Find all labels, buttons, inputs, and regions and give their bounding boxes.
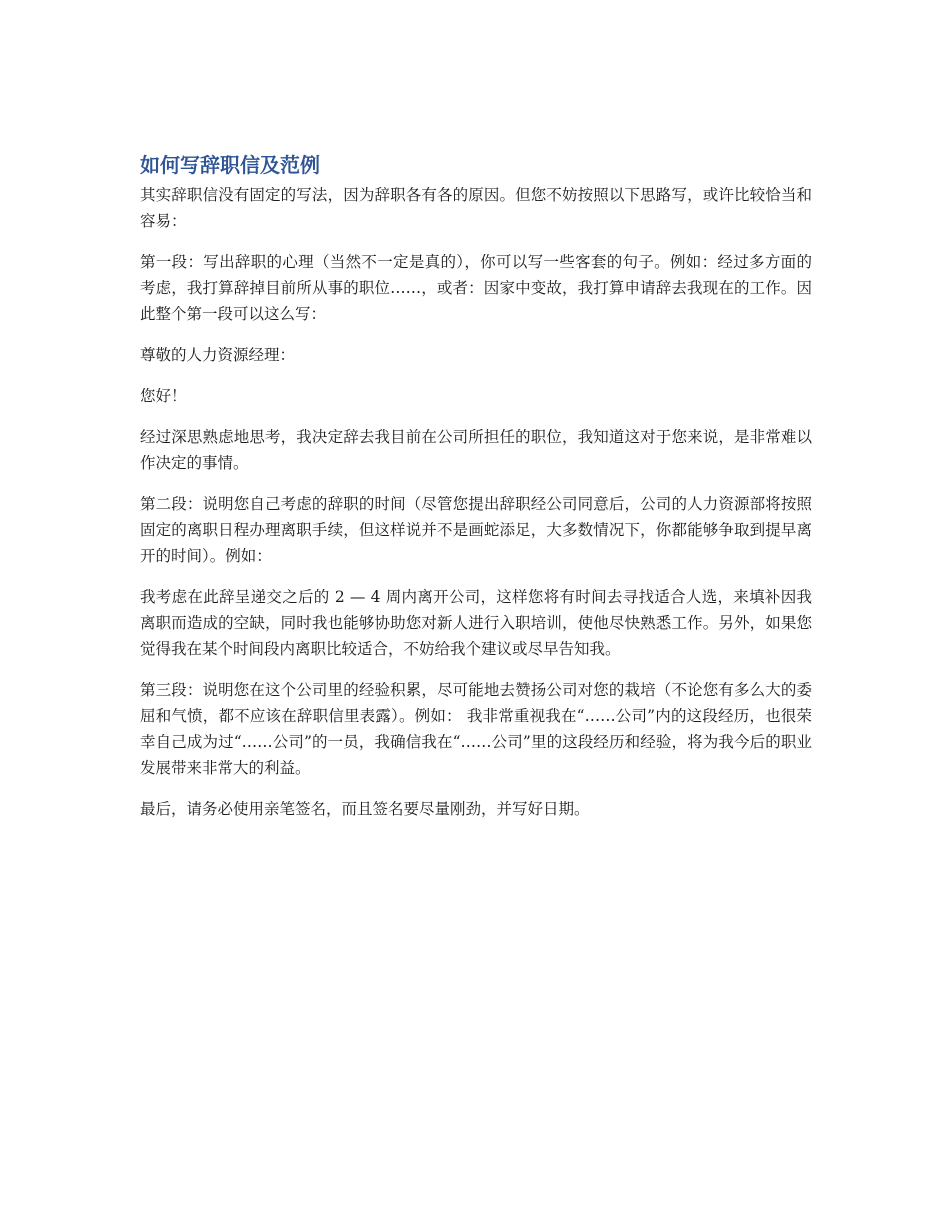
paragraph-example-two: 我考虑在此辞呈递交之后的 2 — 4 周内离开公司，这样您将有时间去寻找适合人选，来填补因我离职而造成的空缺，同时我也能够协助您对新人进行入职培训，使他尽快熟悉工作。另外，如果您觉得我在某个时间段内离职比较适合，不妨给我个建议或尽早告知我。 xyxy=(140,588,812,658)
paragraph-greeting: 您好！ xyxy=(140,387,187,405)
paragraph-closing: 最后，请务必使用亲笔签名，而且签名要尽量刚劲，并写好日期。 xyxy=(140,800,590,818)
paragraph-section-two: 第二段：说明您自己考虑的辞职的时间（尽管您提出辞职经公司同意后，公司的人力资源部将按照固定的离职日程办理离职手续，但这样说并不是画蛇添足，大多数情况下，你都能够争取到提早离开的时间）。例如： xyxy=(140,495,812,565)
paragraph-salutation: 尊敬的人力资源经理： xyxy=(140,346,296,364)
paragraph-intro: 其实辞职信没有固定的写法，因为辞职各有各的原因。但您不妨按照以下思路写，或许比较恰当和容易： xyxy=(140,186,812,230)
document-body xyxy=(140,150,812,837)
paragraph-example-one: 经过深思熟虑地思考，我决定辞去我目前在公司所担任的职位，我知道这对于您来说，是非常难以作决定的事情。 xyxy=(140,428,812,472)
paragraph-section-one: 第一段：写出辞职的心理（当然不一定是真的），你可以写一些客套的句子。例如：经过多方面的考虑，我打算辞掉目前所从事的职位……，或者：因家中变故，我打算申请辞去我现在的工作。因此整个第一段可以这么写： xyxy=(140,253,812,323)
paragraph-section-three: 第三段：说明您在这个公司里的经验积累，尽可能地去赞扬公司对您的栽培（不论您有多么大的委屈和气愤，都不应该在辞职信里表露）。例如： 我非常重视我在“……公司”内的这段经历，也很荣幸自己成为过“……公司”的一员，我确信我在“……公司”里的这段经历和经验，将为我今后的职业发展带来非常大的利益。 xyxy=(140,681,812,777)
page-title: 如何写辞职信及范例 xyxy=(140,153,320,177)
